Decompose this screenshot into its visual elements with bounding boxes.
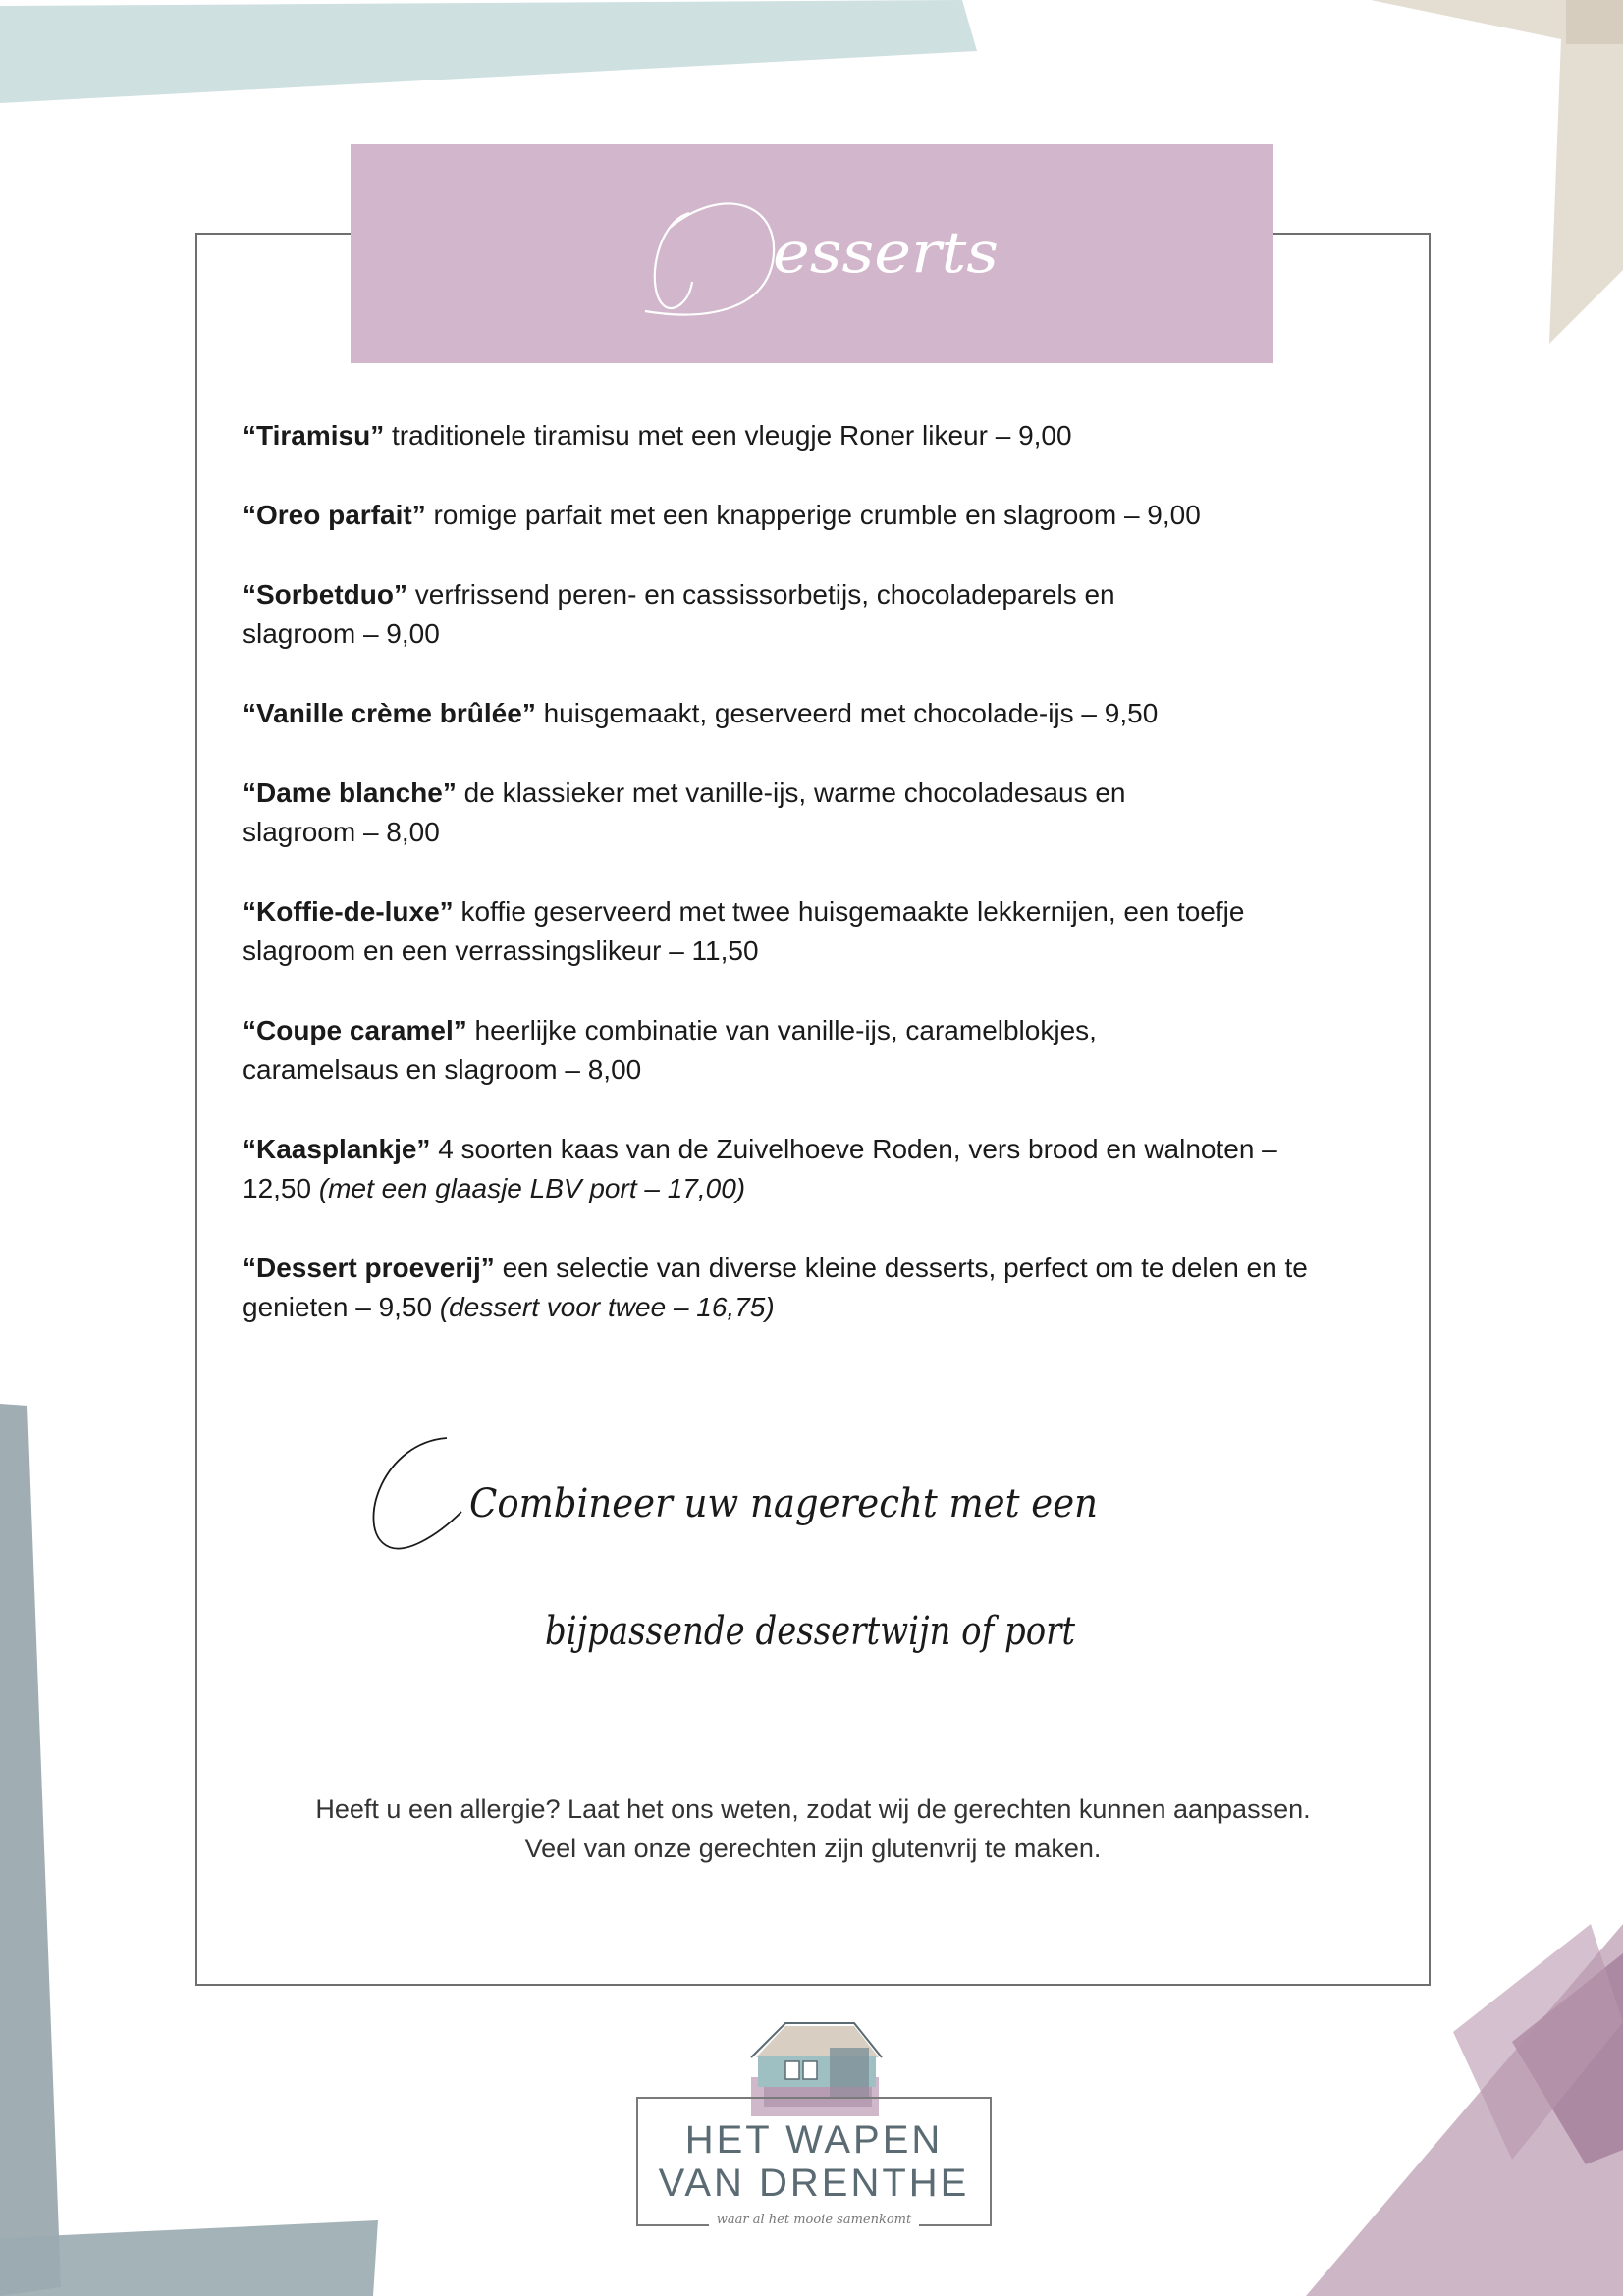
logo [628, 2018, 1001, 2234]
allergy-line-1: Heeft u een allergie? Laat het ons weten, zodat wij de gerechten kunnen aanpassen. [315, 1794, 1311, 1824]
tagline-line-2: bijpassende dessertwijn of port [545, 1609, 1076, 1654]
menu-item: “Kaasplankje” 4 soorten kaas van de Zuivelhoeve Roden, vers brood en walnoten – 12,50 (met een glaasje LBV port – 17,00) [243, 1134, 1277, 1203]
logo-line-2: VAN DRENTHE [658, 2162, 970, 2205]
menu-item: “Sorbetduo” verfrissend peren- en cassissorbetijs, chocoladeparels en slagroom – 9,00 [243, 579, 1115, 649]
tagline-line-1: Combineer uw nagerecht met een [469, 1481, 1098, 1526]
menu-item: “Vanille crème brûlée” huisgemaakt, geserveerd met chocolade-ijs – 9,50 [243, 698, 1159, 728]
tagline-script [324, 1404, 1306, 1698]
title-banner [351, 144, 1273, 363]
allergy-notice [216, 1789, 1410, 1868]
menu-item: “Koffie-de-luxe” koffie geserveerd met twee huisgemaakte lekkernijen, een toefje slagroom en een verrassingslikeur – 11,50 [243, 896, 1245, 966]
menu-item: “Dessert proeverij” een selectie van diverse kleine desserts, perfect om te delen en te genieten – 9,50 (dessert voor twee – 16,75) [243, 1253, 1308, 1322]
menu-item: “Tiramisu” traditionele tiramisu met een vleugje Roner likeur – 9,00 [243, 420, 1072, 451]
mint-shape-top-left [0, 0, 977, 103]
dessert-menu [243, 416, 1372, 1367]
menu-item: “Coupe caramel” heerlijke combinatie van vanille-ijs, caramelblokjes, caramelsaus en slagroom – 8,00 [243, 1015, 1097, 1085]
allergy-line-2: Veel van onze gerechten zijn glutenvrij te maken. [524, 1834, 1102, 1863]
menu-item: “Oreo parfait” romige parfait met een knapperige crumble en slagroom – 9,00 [243, 500, 1201, 530]
slate-shape-left [0, 1404, 61, 2296]
title-text-tail: esserts [773, 219, 999, 286]
logo-line-1: HET WAPEN [684, 2118, 944, 2162]
logo-tagline: waar al het mooie samenkomt [636, 2213, 992, 2227]
title-script [351, 144, 1273, 363]
menu-item: “Dame blanche” de klassieker met vanille-ijs, warme chocoladesaus en slagroom – 8,00 [243, 777, 1126, 847]
beige-shape-top-right-dark [1566, 0, 1623, 44]
